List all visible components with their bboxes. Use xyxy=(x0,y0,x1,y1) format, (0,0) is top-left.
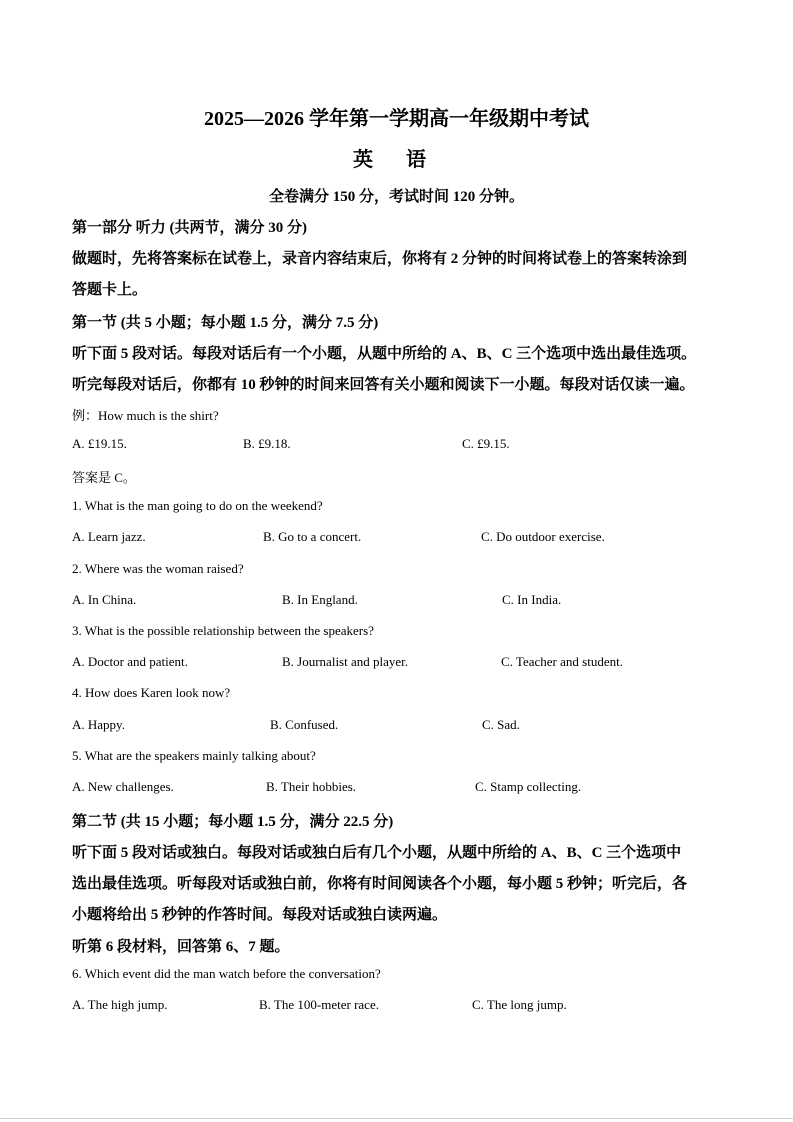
question-4: 4. How does Karen look now? xyxy=(72,685,231,700)
example-option-c: C. £9.15. xyxy=(462,436,510,451)
q4-option-b: B. Confused. xyxy=(270,717,339,732)
q5-option-b: B. Their hobbies. xyxy=(266,779,357,794)
question-5: 5. What are the speakers mainly talking about? xyxy=(72,748,316,763)
example-answer: 答案是 C。 xyxy=(72,470,136,485)
q6-option-b: B. The 100-meter race. xyxy=(259,997,379,1012)
page-bottom-divider xyxy=(0,1118,793,1119)
section2-instructions-line1: 听下面 5 段对话或独白。每段对话或独白后有几个小题，从题中所给的 A、B、C 三个选项中 xyxy=(72,845,682,861)
score-info: 全卷满分 150 分，考试时间 120 分钟。 xyxy=(268,189,524,205)
question-2: 2. Where was the woman raised? xyxy=(72,561,244,576)
section1-heading: 第一节 (共 5 小题；每小题 1.5 分，满分 7.5 分) xyxy=(72,315,379,331)
q2-option-c: C. In India. xyxy=(502,592,562,607)
q2-option-a: A. In China. xyxy=(72,592,137,607)
q6-option-a: A. The high jump. xyxy=(72,997,168,1012)
q3-option-a: A. Doctor and patient. xyxy=(72,654,188,669)
subject-title: 英 语 xyxy=(353,149,440,171)
question-3: 3. What is the possible relationship between the speakers? xyxy=(72,623,374,638)
q1-option-a: A. Learn jazz. xyxy=(72,529,146,544)
part1-instructions-line2: 答题卡上。 xyxy=(72,282,148,298)
material-6-heading: 听第 6 段材料，回答第 6、7 题。 xyxy=(72,939,290,955)
q5-option-a: A. New challenges. xyxy=(72,779,174,794)
example-question: 例：How much is the shirt? xyxy=(72,408,219,423)
q3-option-c: C. Teacher and student. xyxy=(501,654,623,669)
section1-instructions-line2: 听完每段对话后，你都有 10 秒钟的时间来回答有关小题和阅读下一小题。每段对话仅读一遍。 xyxy=(72,377,695,393)
exam-title: 2025—2026 学年第一学期高一年级期中考试 xyxy=(204,108,589,130)
example-option-b: B. £9.18. xyxy=(243,436,291,451)
section1-instructions-line1: 听下面 5 段对话。每段对话后有一个小题，从题中所给的 A、B、C 三个选项中选出最佳选项。 xyxy=(72,346,697,362)
section2-instructions-line2: 选出最佳选项。听每段对话或独白前，你将有时间阅读各个小题，每小题 5 秒钟；听完后，各 xyxy=(72,876,688,892)
q4-option-a: A. Happy. xyxy=(72,717,125,732)
section2-heading: 第二节 (共 15 小题；每小题 1.5 分，满分 22.5 分) xyxy=(72,814,394,830)
section2-instructions-line3: 小题将给出 5 秒钟的作答时间。每段对话或独白读两遍。 xyxy=(72,907,448,923)
q6-option-c: C. The long jump. xyxy=(472,997,567,1012)
q2-option-b: B. In England. xyxy=(282,592,358,607)
question-6: 6. Which event did the man watch before the conversation? xyxy=(72,966,381,981)
part1-instructions-line1: 做题时，先将答案标在试卷上，录音内容结束后，你将有 2 分钟的时间将试卷上的答案转涂到 xyxy=(72,251,688,267)
q3-option-b: B. Journalist and player. xyxy=(282,654,409,669)
question-1: 1. What is the man going to do on the weekend? xyxy=(72,498,323,513)
part1-heading: 第一部分 听力 (共两节，满分 30 分) xyxy=(72,220,307,236)
q5-option-c: C. Stamp collecting. xyxy=(475,779,582,794)
q4-option-c: C. Sad. xyxy=(482,717,520,732)
example-option-a: A. £19.15. xyxy=(72,436,127,451)
q1-option-b: B. Go to a concert. xyxy=(263,529,362,544)
q1-option-c: C. Do outdoor exercise. xyxy=(481,529,605,544)
